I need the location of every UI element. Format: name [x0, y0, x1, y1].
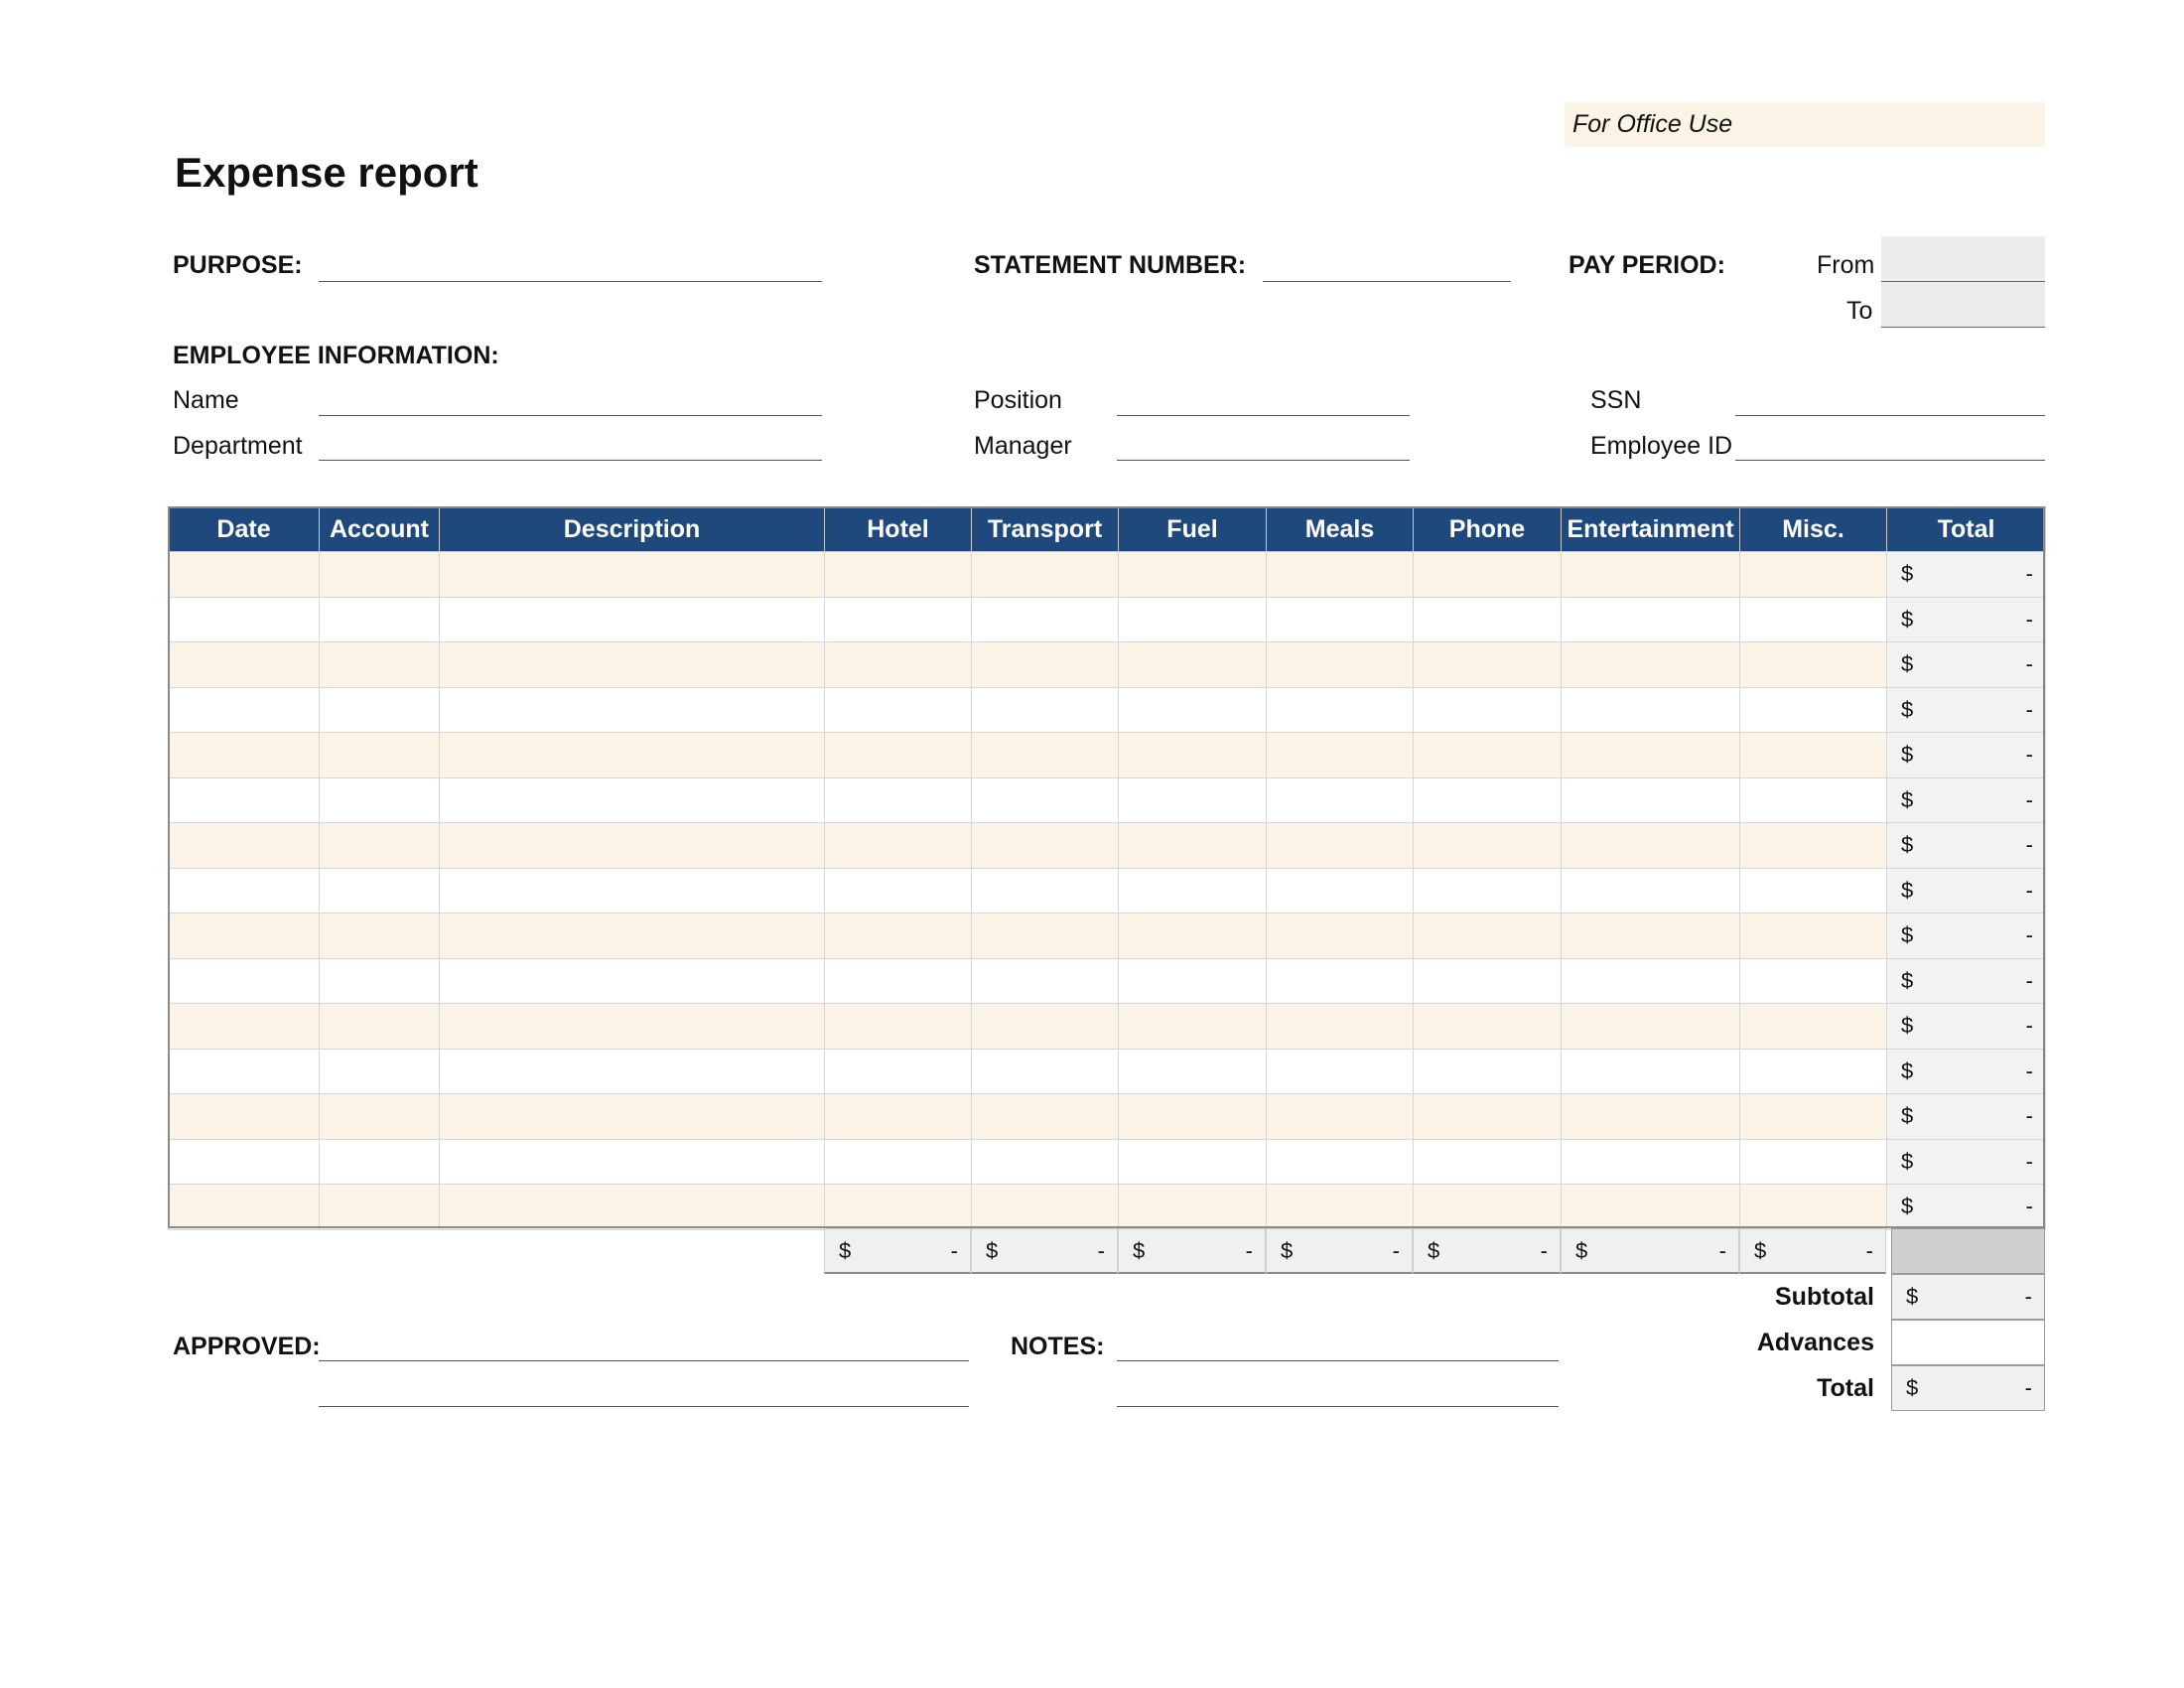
- row-total-value: -: [2025, 1103, 2033, 1129]
- cell-date[interactable]: [169, 1049, 320, 1094]
- column-header-total: Total: [1887, 507, 2046, 552]
- cell-fuel[interactable]: [1119, 914, 1267, 959]
- approved-field-line-2[interactable]: [319, 1406, 969, 1407]
- cell-transport[interactable]: [972, 552, 1119, 598]
- cell-phone[interactable]: [1414, 642, 1562, 688]
- cell-date[interactable]: [169, 914, 320, 959]
- cell-fuel[interactable]: [1119, 958, 1267, 1004]
- page-title: Expense report: [175, 149, 478, 196]
- row-total-cell: [1887, 958, 2046, 1004]
- currency-symbol: $: [1901, 877, 1914, 903]
- cell-entertainment[interactable]: [1562, 552, 1740, 598]
- cell-misc[interactable]: [1740, 552, 1887, 598]
- cell-phone[interactable]: [1414, 1139, 1562, 1185]
- row-total-value: -: [2025, 696, 2033, 722]
- cell-transport[interactable]: [972, 777, 1119, 823]
- currency-symbol: $: [986, 1237, 999, 1263]
- cell-account[interactable]: [320, 642, 440, 688]
- cell-misc[interactable]: [1740, 687, 1887, 733]
- cell-transport[interactable]: [972, 958, 1119, 1004]
- currency-symbol: $: [1901, 1057, 1914, 1083]
- column-total-value: -: [1718, 1237, 1726, 1263]
- cell-date[interactable]: [169, 777, 320, 823]
- subtotal-currency: $: [1906, 1284, 1919, 1309]
- cell-account[interactable]: [320, 823, 440, 869]
- cell-entertainment[interactable]: [1562, 1185, 1740, 1230]
- cell-phone[interactable]: [1414, 1185, 1562, 1230]
- column-total-fuel: [1118, 1228, 1266, 1274]
- cell-description[interactable]: [440, 1004, 825, 1050]
- notes-label: NOTES:: [1011, 1333, 1105, 1360]
- cell-account[interactable]: [320, 1139, 440, 1185]
- cell-hotel[interactable]: [825, 733, 972, 778]
- department-label: Department: [173, 432, 303, 460]
- column-header-account: Account: [320, 507, 440, 552]
- cell-hotel[interactable]: [825, 552, 972, 598]
- cell-hotel[interactable]: [825, 1049, 972, 1094]
- cell-meals[interactable]: [1267, 1004, 1414, 1050]
- row-total-cell: [1887, 1049, 2046, 1094]
- cell-transport[interactable]: [972, 1094, 1119, 1140]
- column-header-fuel: Fuel: [1119, 507, 1267, 552]
- row-total-cell: [1887, 552, 2046, 598]
- row-total-cell: [1887, 1094, 2046, 1140]
- ssn-field[interactable]: [1735, 415, 2045, 416]
- name-field[interactable]: [319, 415, 822, 416]
- cell-hotel[interactable]: [825, 777, 972, 823]
- cell-meals[interactable]: [1267, 914, 1414, 959]
- row-total-value: -: [2025, 742, 2033, 768]
- cell-fuel[interactable]: [1119, 552, 1267, 598]
- cell-phone[interactable]: [1414, 914, 1562, 959]
- cell-hotel[interactable]: [825, 823, 972, 869]
- cell-meals[interactable]: [1267, 1185, 1414, 1230]
- employee-id-field[interactable]: [1735, 460, 2045, 461]
- ssn-label: SSN: [1590, 386, 1642, 414]
- cell-transport[interactable]: [972, 1004, 1119, 1050]
- advances-cell[interactable]: [1891, 1320, 2045, 1365]
- row-total-cell: [1887, 1139, 2046, 1185]
- cell-entertainment[interactable]: [1562, 958, 1740, 1004]
- cell-fuel[interactable]: [1119, 597, 1267, 642]
- pay-period-label: PAY PERIOD:: [1569, 251, 1725, 279]
- cell-phone[interactable]: [1414, 823, 1562, 869]
- pay-period-from-label: From: [1817, 251, 1875, 279]
- cell-misc[interactable]: [1740, 777, 1887, 823]
- currency-symbol: $: [1754, 1237, 1767, 1263]
- cell-description[interactable]: [440, 597, 825, 642]
- cell-date[interactable]: [169, 687, 320, 733]
- cell-misc[interactable]: [1740, 1049, 1887, 1094]
- table-row: [169, 1049, 2046, 1094]
- cell-transport[interactable]: [972, 687, 1119, 733]
- cell-meals[interactable]: [1267, 868, 1414, 914]
- purpose-field[interactable]: [319, 281, 822, 282]
- table-row: [169, 1139, 2046, 1185]
- table-row: [169, 868, 2046, 914]
- cell-description[interactable]: [440, 733, 825, 778]
- cell-transport[interactable]: [972, 823, 1119, 869]
- row-total-cell: [1887, 1185, 2046, 1230]
- table-header-row: [169, 507, 2046, 552]
- row-total-value: -: [2025, 1013, 2033, 1039]
- currency-symbol: $: [1133, 1237, 1146, 1263]
- cell-hotel[interactable]: [825, 687, 972, 733]
- cell-hotel[interactable]: [825, 1094, 972, 1140]
- currency-symbol: $: [1901, 606, 1914, 632]
- row-total-cell: [1887, 777, 2046, 823]
- cell-phone[interactable]: [1414, 733, 1562, 778]
- column-total-value: -: [1097, 1237, 1105, 1263]
- column-header-hotel: Hotel: [825, 507, 972, 552]
- currency-symbol: $: [1575, 1237, 1588, 1263]
- currency-symbol: $: [1901, 922, 1914, 948]
- notes-field-line-2[interactable]: [1117, 1406, 1559, 1407]
- cell-account[interactable]: [320, 868, 440, 914]
- row-total-cell: [1887, 597, 2046, 642]
- column-total-entertainment: [1561, 1228, 1739, 1274]
- cell-transport[interactable]: [972, 733, 1119, 778]
- cell-description[interactable]: [440, 687, 825, 733]
- cell-fuel[interactable]: [1119, 733, 1267, 778]
- table-row: [169, 597, 2046, 642]
- employee-info-heading: EMPLOYEE INFORMATION:: [173, 342, 499, 369]
- cell-entertainment[interactable]: [1562, 1139, 1740, 1185]
- cell-date[interactable]: [169, 823, 320, 869]
- cell-phone[interactable]: [1414, 868, 1562, 914]
- cell-meals[interactable]: [1267, 823, 1414, 869]
- cell-date[interactable]: [169, 1185, 320, 1230]
- cell-fuel[interactable]: [1119, 687, 1267, 733]
- column-header-description: Description: [440, 507, 825, 552]
- department-field[interactable]: [319, 460, 822, 461]
- total-cell: [1891, 1365, 2045, 1411]
- cell-meals[interactable]: [1267, 552, 1414, 598]
- cell-phone[interactable]: [1414, 597, 1562, 642]
- cell-fuel[interactable]: [1119, 868, 1267, 914]
- cell-account[interactable]: [320, 1185, 440, 1230]
- currency-symbol: $: [839, 1237, 852, 1263]
- cell-account[interactable]: [320, 1094, 440, 1140]
- cell-description[interactable]: [440, 823, 825, 869]
- cell-hotel[interactable]: [825, 597, 972, 642]
- column-header-date: Date: [169, 507, 320, 552]
- cell-account[interactable]: [320, 1049, 440, 1094]
- cell-transport[interactable]: [972, 914, 1119, 959]
- cell-account[interactable]: [320, 914, 440, 959]
- cell-date[interactable]: [169, 1139, 320, 1185]
- cell-meals[interactable]: [1267, 733, 1414, 778]
- cell-entertainment[interactable]: [1562, 777, 1740, 823]
- row-total-value: -: [2025, 1194, 2033, 1219]
- office-use-banner: For Office Use: [1565, 102, 2045, 147]
- subtotal-label: Subtotal: [1775, 1283, 1874, 1311]
- cell-entertainment[interactable]: [1562, 1004, 1740, 1050]
- cell-entertainment[interactable]: [1562, 868, 1740, 914]
- cell-meals[interactable]: [1267, 777, 1414, 823]
- cell-phone[interactable]: [1414, 777, 1562, 823]
- employee-id-label: Employee ID: [1590, 432, 1733, 460]
- currency-symbol: $: [1901, 1148, 1914, 1174]
- cell-hotel[interactable]: [825, 1139, 972, 1185]
- cell-entertainment[interactable]: [1562, 733, 1740, 778]
- subtotal-value: -: [2024, 1284, 2032, 1309]
- cell-transport[interactable]: [972, 597, 1119, 642]
- cell-entertainment[interactable]: [1562, 687, 1740, 733]
- currency-symbol: $: [1428, 1237, 1440, 1263]
- table-row: [169, 642, 2046, 688]
- cell-description[interactable]: [440, 1094, 825, 1140]
- column-total-phone: [1413, 1228, 1561, 1274]
- cell-misc[interactable]: [1740, 1139, 1887, 1185]
- table-row: [169, 823, 2046, 869]
- currency-symbol: $: [1281, 1237, 1294, 1263]
- cell-fuel[interactable]: [1119, 1094, 1267, 1140]
- pay-period-to-label: To: [1846, 297, 1873, 325]
- cell-hotel[interactable]: [825, 1004, 972, 1050]
- cell-meals[interactable]: [1267, 597, 1414, 642]
- cell-date[interactable]: [169, 597, 320, 642]
- table-row: [169, 914, 2046, 959]
- cell-entertainment[interactable]: [1562, 1049, 1740, 1094]
- table-row: [169, 733, 2046, 778]
- cell-phone[interactable]: [1414, 1004, 1562, 1050]
- advances-label: Advances: [1756, 1329, 1874, 1356]
- cell-transport[interactable]: [972, 1139, 1119, 1185]
- cell-meals[interactable]: [1267, 1139, 1414, 1185]
- cell-phone[interactable]: [1414, 687, 1562, 733]
- column-header-phone: Phone: [1414, 507, 1562, 552]
- cell-misc[interactable]: [1740, 958, 1887, 1004]
- table-row: [169, 687, 2046, 733]
- cell-misc[interactable]: [1740, 1094, 1887, 1140]
- column-total-value: -: [950, 1237, 958, 1263]
- column-header-entertainment: Entertainment: [1562, 507, 1740, 552]
- column-header-transport: Transport: [972, 507, 1119, 552]
- cell-date[interactable]: [169, 868, 320, 914]
- cell-hotel[interactable]: [825, 868, 972, 914]
- approved-field-line-1[interactable]: [319, 1360, 969, 1361]
- cell-fuel[interactable]: [1119, 777, 1267, 823]
- total-value: -: [2024, 1375, 2032, 1400]
- row-total-value: -: [2025, 786, 2033, 812]
- column-total-value: -: [1865, 1237, 1873, 1263]
- cell-entertainment[interactable]: [1562, 1094, 1740, 1140]
- table-row: [169, 777, 2046, 823]
- cell-misc[interactable]: [1740, 868, 1887, 914]
- pay-period-from-field[interactable]: [1881, 236, 2045, 282]
- table-row: [169, 1185, 2046, 1230]
- approved-label: APPROVED:: [173, 1333, 321, 1360]
- currency-symbol: $: [1901, 561, 1914, 587]
- row-total-cell: [1887, 823, 2046, 869]
- cell-fuel[interactable]: [1119, 1185, 1267, 1230]
- cell-date[interactable]: [169, 1004, 320, 1050]
- cell-hotel[interactable]: [825, 1185, 972, 1230]
- cell-description[interactable]: [440, 1185, 825, 1230]
- statement-number-field[interactable]: [1263, 281, 1511, 282]
- cell-entertainment[interactable]: [1562, 914, 1740, 959]
- statement-number-label: STATEMENT NUMBER:: [974, 251, 1247, 279]
- row-total-value: -: [2025, 967, 2033, 993]
- currency-symbol: $: [1901, 832, 1914, 858]
- cell-date[interactable]: [169, 1094, 320, 1140]
- row-total-value: -: [2025, 1057, 2033, 1083]
- table-row: [169, 552, 2046, 598]
- cell-date[interactable]: [169, 552, 320, 598]
- column-total-hotel: [824, 1228, 971, 1274]
- column-header-meals: Meals: [1267, 507, 1414, 552]
- column-total-transport: [971, 1228, 1118, 1274]
- cell-hotel[interactable]: [825, 642, 972, 688]
- cell-phone[interactable]: [1414, 1094, 1562, 1140]
- row-total-value: -: [2025, 922, 2033, 948]
- cell-misc[interactable]: [1740, 823, 1887, 869]
- column-total-value: -: [1392, 1237, 1400, 1263]
- row-total-cell: [1887, 1004, 2046, 1050]
- cell-entertainment[interactable]: [1562, 597, 1740, 642]
- row-total-cell: [1887, 868, 2046, 914]
- row-total-cell: [1887, 733, 2046, 778]
- cell-entertainment[interactable]: [1562, 642, 1740, 688]
- column-total-value: -: [1245, 1237, 1253, 1263]
- table-row: [169, 958, 2046, 1004]
- cell-date[interactable]: [169, 642, 320, 688]
- cell-fuel[interactable]: [1119, 1004, 1267, 1050]
- cell-date[interactable]: [169, 958, 320, 1004]
- cell-meals[interactable]: [1267, 687, 1414, 733]
- currency-symbol: $: [1901, 742, 1914, 768]
- table-row: [169, 1004, 2046, 1050]
- cell-misc[interactable]: [1740, 1185, 1887, 1230]
- subtotal-cell: [1891, 1274, 2045, 1320]
- name-label: Name: [173, 386, 239, 414]
- cell-description[interactable]: [440, 958, 825, 1004]
- cell-description[interactable]: [440, 777, 825, 823]
- notes-field-line-1[interactable]: [1117, 1360, 1559, 1361]
- purpose-label: PURPOSE:: [173, 251, 303, 279]
- cell-description[interactable]: [440, 914, 825, 959]
- cell-date[interactable]: [169, 733, 320, 778]
- cell-meals[interactable]: [1267, 958, 1414, 1004]
- cell-fuel[interactable]: [1119, 823, 1267, 869]
- cell-account[interactable]: [320, 958, 440, 1004]
- cell-fuel[interactable]: [1119, 642, 1267, 688]
- row-total-value: -: [2025, 651, 2033, 677]
- cell-account[interactable]: [320, 687, 440, 733]
- column-header-misc: Misc.: [1740, 507, 1887, 552]
- column-total-value: -: [1540, 1237, 1548, 1263]
- cell-account[interactable]: [320, 777, 440, 823]
- position-label: Position: [974, 386, 1062, 414]
- cell-description[interactable]: [440, 552, 825, 598]
- cell-account[interactable]: [320, 597, 440, 642]
- grand-total-cell: [1891, 1228, 2045, 1274]
- cell-transport[interactable]: [972, 868, 1119, 914]
- cell-account[interactable]: [320, 552, 440, 598]
- cell-fuel[interactable]: [1119, 1049, 1267, 1094]
- cell-description[interactable]: [440, 1139, 825, 1185]
- cell-misc[interactable]: [1740, 597, 1887, 642]
- cell-misc[interactable]: [1740, 914, 1887, 959]
- total-currency: $: [1906, 1375, 1919, 1400]
- row-total-value: -: [2025, 561, 2033, 587]
- manager-label: Manager: [974, 432, 1072, 460]
- cell-hotel[interactable]: [825, 958, 972, 1004]
- row-total-cell: [1887, 642, 2046, 688]
- cell-phone[interactable]: [1414, 552, 1562, 598]
- manager-field[interactable]: [1117, 460, 1410, 461]
- cell-misc[interactable]: [1740, 733, 1887, 778]
- cell-description[interactable]: [440, 642, 825, 688]
- currency-symbol: $: [1901, 696, 1914, 722]
- column-total-meals: [1266, 1228, 1413, 1274]
- row-total-value: -: [2025, 877, 2033, 903]
- cell-account[interactable]: [320, 733, 440, 778]
- cell-fuel[interactable]: [1119, 1139, 1267, 1185]
- cell-misc[interactable]: [1740, 1004, 1887, 1050]
- row-total-value: -: [2025, 832, 2033, 858]
- currency-symbol: $: [1901, 1194, 1914, 1219]
- cell-transport[interactable]: [972, 1049, 1119, 1094]
- cell-description[interactable]: [440, 1049, 825, 1094]
- currency-symbol: $: [1901, 1103, 1914, 1129]
- cell-account[interactable]: [320, 1004, 440, 1050]
- cell-phone[interactable]: [1414, 958, 1562, 1004]
- position-field[interactable]: [1117, 415, 1410, 416]
- cell-meals[interactable]: [1267, 1049, 1414, 1094]
- table-row: [169, 1094, 2046, 1140]
- currency-symbol: $: [1901, 967, 1914, 993]
- currency-symbol: $: [1901, 1013, 1914, 1039]
- row-total-value: -: [2025, 606, 2033, 632]
- pay-period-to-field[interactable]: [1881, 282, 2045, 328]
- cell-phone[interactable]: [1414, 1049, 1562, 1094]
- expense-table: [168, 506, 2045, 1230]
- currency-symbol: $: [1901, 651, 1914, 677]
- currency-symbol: $: [1901, 786, 1914, 812]
- row-total-cell: [1887, 687, 2046, 733]
- column-total-misc: [1739, 1228, 1886, 1274]
- row-total-value: -: [2025, 1148, 2033, 1174]
- cell-description[interactable]: [440, 868, 825, 914]
- cell-transport[interactable]: [972, 642, 1119, 688]
- total-label: Total: [1817, 1374, 1874, 1402]
- cell-misc[interactable]: [1740, 642, 1887, 688]
- cell-meals[interactable]: [1267, 642, 1414, 688]
- cell-hotel[interactable]: [825, 914, 972, 959]
- cell-transport[interactable]: [972, 1185, 1119, 1230]
- cell-meals[interactable]: [1267, 1094, 1414, 1140]
- cell-entertainment[interactable]: [1562, 823, 1740, 869]
- row-total-cell: [1887, 914, 2046, 959]
